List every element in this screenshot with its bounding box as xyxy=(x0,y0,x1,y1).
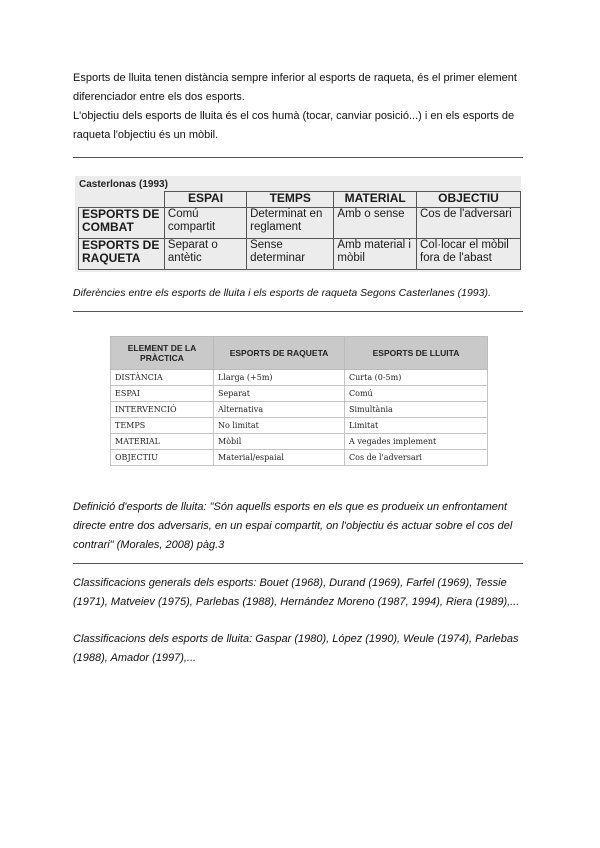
table-cell: TEMPS xyxy=(111,418,214,434)
general-classifications xyxy=(73,574,533,612)
table-cell: Separat o antètic xyxy=(164,239,246,270)
table-cell: Mòbil xyxy=(214,434,345,450)
row-label: ESPORTS DE COMBAT xyxy=(79,208,165,239)
divider xyxy=(73,563,523,564)
table-header-row xyxy=(79,192,521,208)
row-label: ESPORTS DE RAQUETA xyxy=(79,239,165,270)
table-cell: Comú compartit xyxy=(164,208,246,239)
intro-line: raqueta l'objectiu és un mòbil. xyxy=(73,129,219,141)
table-row xyxy=(111,434,488,450)
intro-paragraph xyxy=(73,69,533,145)
text-line: (1971), Matveiev (1975), Parlebas (1988), Hernández Moreno (1987, 1994), Riera (1989),... xyxy=(73,596,520,608)
table-row xyxy=(79,239,521,270)
table-cell: MATERIAL xyxy=(111,434,214,450)
table-header-cell: ESPORTS DE RAQUETA xyxy=(214,337,345,370)
table-row xyxy=(79,208,521,239)
intro-line: diferenciador entre els dos esports. xyxy=(73,91,245,103)
text-line: Definició d'esports de lluita: "Són aquells esports en els que es produeix un enfrontament xyxy=(73,501,508,513)
table-cell: Col·locar el mòbil fora de l'abast xyxy=(417,239,521,270)
table-cell: Limitat xyxy=(345,418,488,434)
table-cell: Simultània xyxy=(345,402,488,418)
table1-caption: Diferències entre els esports de lluita i els esports de raqueta Segons Casterlanes (1993). xyxy=(73,287,491,299)
table-header-cell xyxy=(79,192,165,208)
table-row xyxy=(111,402,488,418)
text-line: (1988), Amador (1997),... xyxy=(73,652,197,664)
table-cell: ESPAI xyxy=(111,386,214,402)
text-line: contrari" (Morales, 2008) pàg.3 xyxy=(73,539,225,551)
table-row xyxy=(111,418,488,434)
text-line: directe entre dos adversaris, en un espai compartit, on l'objectiu és actuar sobre el cos del xyxy=(73,520,513,532)
table1-title: Casterlonas (1993) xyxy=(79,179,168,190)
table-cell: Amb material i mòbil xyxy=(334,239,417,270)
casterlonas-table-image xyxy=(75,176,521,272)
text-line: Classificacions generals dels esports: Bouet (1968), Durand (1969), Farfel (1969), Tessie xyxy=(73,577,507,589)
table-row xyxy=(111,450,488,466)
table-row xyxy=(111,386,488,402)
table-header-cell: MATERIAL xyxy=(334,192,417,208)
table-cell: Determinat en reglament xyxy=(247,208,334,239)
table-header-cell: TEMPS xyxy=(247,192,334,208)
table-header-cell: OBJECTIU xyxy=(417,192,521,208)
divider xyxy=(73,311,523,312)
table-cell: Alternativa xyxy=(214,402,345,418)
casterlonas-table xyxy=(78,191,521,270)
table-header-cell: ELEMENT DE LA PRÀCTICA xyxy=(111,337,214,370)
table-cell: Cos de l'adversari xyxy=(417,208,521,239)
text-line: Classificacions dels esports de lluita: Gaspar (1980), López (1990), Weule (1974), Parlebas xyxy=(73,633,519,645)
table-header-cell: ESPAI xyxy=(164,192,246,208)
table-cell: Comú xyxy=(345,386,488,402)
definition-paragraph xyxy=(73,498,533,555)
table-cell: INTERVENCIÓ xyxy=(111,402,214,418)
comparison-table xyxy=(110,336,488,466)
table-cell: DISTÀNCIA xyxy=(111,370,214,386)
intro-line: L'objectiu dels esports de lluita és el cos humà (tocar, canviar posició...) i en els esports de xyxy=(73,110,515,122)
table-cell: A vegades implement xyxy=(345,434,488,450)
table-cell: Curta (0-5m) xyxy=(345,370,488,386)
table-cell: No limitat xyxy=(214,418,345,434)
table-cell: Amb o sense xyxy=(334,208,417,239)
table-cell: Sense determinar xyxy=(247,239,334,270)
intro-line: Esports de lluita tenen distància sempre inferior al esports de raqueta, és el primer element xyxy=(73,72,517,84)
table-row xyxy=(111,370,488,386)
table-cell: Separat xyxy=(214,386,345,402)
table-header-row xyxy=(111,337,488,370)
table-cell: Cos de l'adversari xyxy=(345,450,488,466)
combat-classifications xyxy=(73,630,533,668)
table-cell: OBJECTIU xyxy=(111,450,214,466)
table-cell: Material/espaial xyxy=(214,450,345,466)
divider xyxy=(73,157,523,158)
table-header-cell: ESPORTS DE LLUITA xyxy=(345,337,488,370)
table-cell: Llarga (+5m) xyxy=(214,370,345,386)
